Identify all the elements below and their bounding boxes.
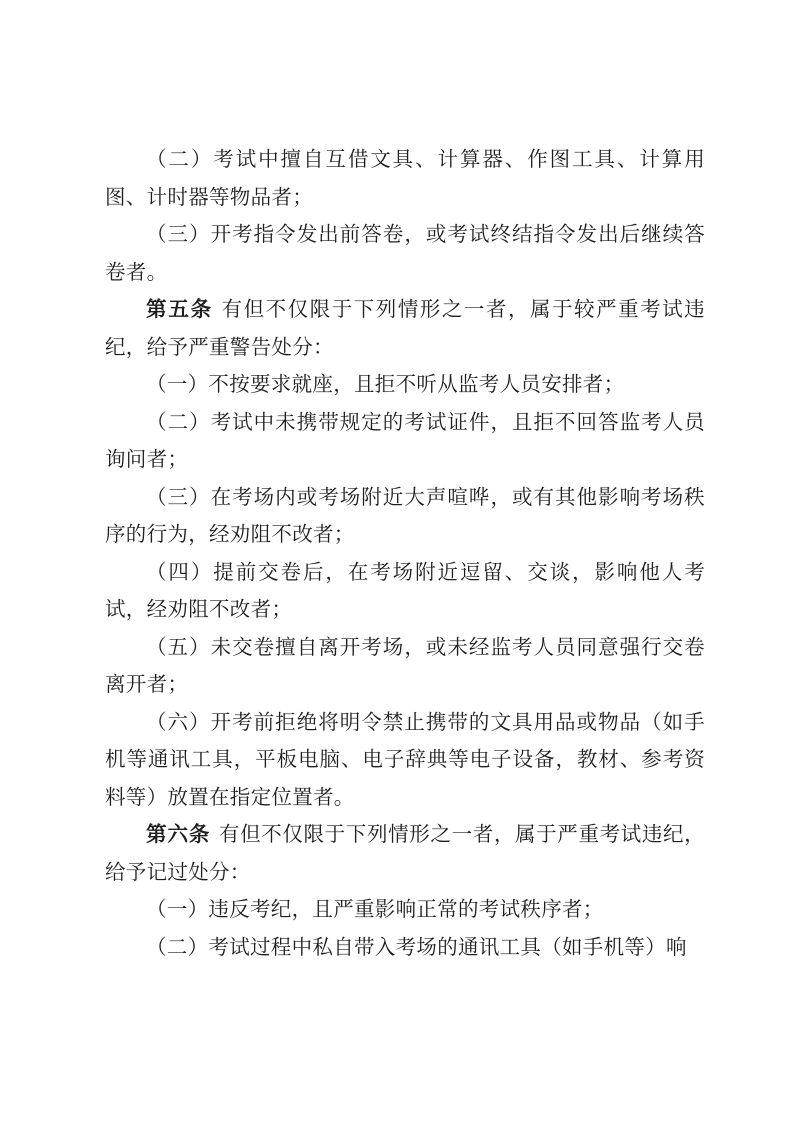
paragraph	[105, 367, 705, 405]
document-body	[105, 142, 705, 967]
article-number: 第六条	[146, 824, 211, 846]
paragraph	[105, 142, 705, 217]
paragraph	[105, 705, 705, 818]
paragraph	[105, 480, 705, 555]
paragraph	[105, 405, 705, 480]
paragraph	[105, 930, 705, 968]
paragraph-text: （四）提前交卷后，在考场附近逗留、交谈，影响他人考试，经劝阻不改者；	[105, 561, 705, 621]
paragraph-text: 有但不仅限于下列情形之一者，属于严重考试违纪，给予记过处分：	[105, 824, 705, 884]
paragraph-text: 有但不仅限于下列情形之一者，属于较严重考试违纪，给予严重警告处分：	[105, 299, 705, 359]
paragraph	[105, 217, 705, 292]
paragraph-text: （二）考试中未携带规定的考试证件，且拒不回答监考人员询问者；	[105, 411, 705, 471]
paragraph-text: （二）考试过程中私自带入考场的通讯工具（如手机等）响	[146, 936, 687, 959]
article-number: 第五条	[146, 299, 213, 321]
paragraph-text: （三）在考场内或考场附近大声喧哗，或有其他影响考场秩序的行为，经劝阻不改者；	[105, 486, 705, 546]
paragraph-text: （五）未交卷擅自离开考场，或未经监考人员同意强行交卷离开者；	[105, 636, 705, 696]
paragraph-article-6	[105, 817, 705, 892]
paragraph-text: （六）开考前拒绝将明令禁止携带的文具用品或物品（如手机等通讯工具，平板电脑、电子辞典等电子设备，教材、参考资料等）放置在指定位置者。	[105, 711, 705, 809]
paragraph-text: （二）考试中擅自互借文具、计算器、作图工具、计算用图、计时器等物品者；	[105, 149, 705, 209]
paragraph	[105, 630, 705, 705]
paragraph	[105, 555, 705, 630]
paragraph-text: （三）开考指令发出前答卷，或考试终结指令发出后继续答卷者。	[105, 224, 705, 284]
paragraph	[105, 892, 705, 930]
paragraph-article-5	[105, 292, 705, 367]
paragraph-text: （一）违反考纪，且严重影响正常的考试秩序者；	[146, 899, 604, 921]
paragraph-text: （一）不按要求就座，且拒不听从监考人员安排者；	[146, 374, 625, 396]
